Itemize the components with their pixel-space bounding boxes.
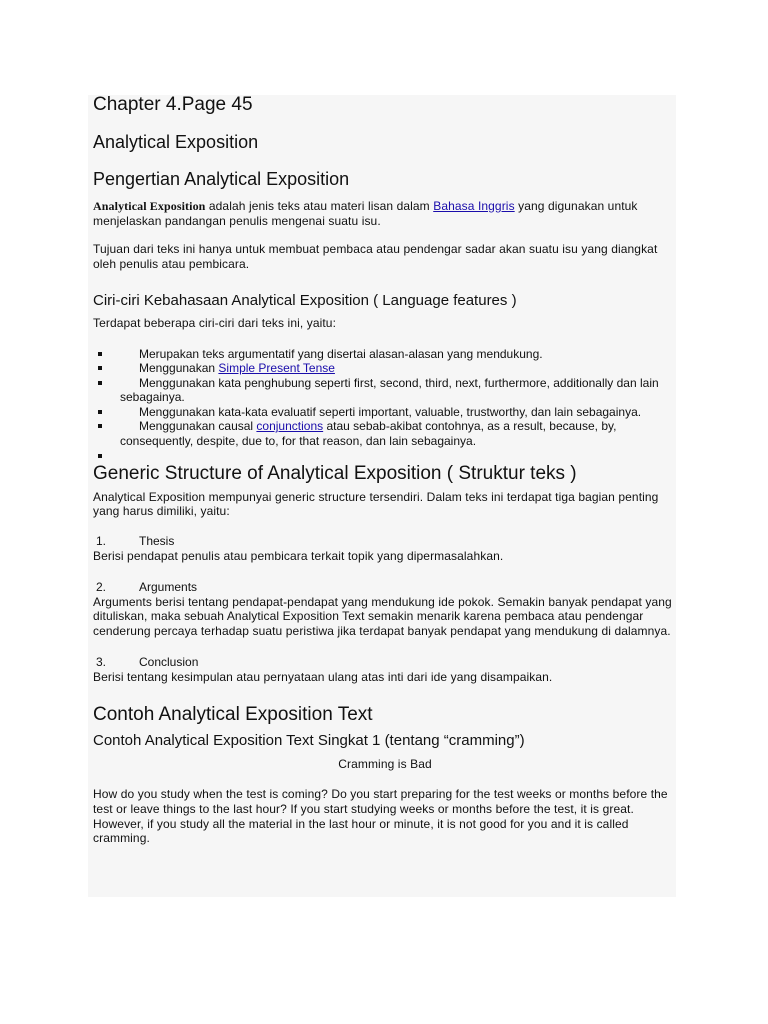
ciri-heading: Ciri-ciri Kebahasaan Analytical Exposition ( Language features ) xyxy=(93,291,517,309)
generic-part-title xyxy=(93,655,677,670)
list-item xyxy=(93,347,677,362)
generic-part-desc: Arguments berisi tentang pendapat-pendapat yang mendukung ide pokok. Semakin banyak pendapat yang dituliskan, maka sebuah Analytical Exposition Text semakin menarik karena pembaca atau pendengar cenderung percaya terhadap suatu peristiwa jika terdapat banyak pendapat yang mendukung di dalamnya. xyxy=(93,594,672,639)
pengertian-paragraph-2: Tujuan dari teks ini hanya untuk membuat pembaca atau pendengar sadar akan suatu isu yang diangkat oleh penulis atau pembicara. xyxy=(93,242,658,272)
list-item-text: Merupakan teks argumentatif yang disertai alasan-alasan yang mendukung. xyxy=(139,346,543,361)
list-item-text-part: Menggunakan xyxy=(139,361,219,376)
generic-part-desc: Berisi tentang kesimpulan atau pernyataan ulang atas inti dari ide yang disampaikan. xyxy=(93,669,553,684)
ciri-list xyxy=(93,347,677,462)
list-item xyxy=(93,419,677,448)
contoh-heading: Contoh Analytical Exposition Text xyxy=(93,703,373,725)
list-item xyxy=(93,361,677,376)
ciri-intro: Terdapat beberapa ciri-ciri dari teks ini, yaitu: xyxy=(93,315,337,330)
generic-part xyxy=(93,655,677,685)
contoh-subheading: Contoh Analytical Exposition Text Singkat 1 (tentang “cramming”) xyxy=(93,731,525,749)
list-item-text xyxy=(120,361,335,376)
list-item xyxy=(93,449,677,462)
example-text-title: Cramming is Bad xyxy=(338,756,432,771)
bullet-icon xyxy=(98,424,102,428)
part-number: 1. xyxy=(96,534,107,549)
bullet-icon xyxy=(98,410,102,414)
list-item-text-part: atau sebab-akibat contohnya, as a result, because, by, consequently, despite, due to, for that reason, dan lain sebagainya. xyxy=(120,419,617,449)
part-number: 2. xyxy=(96,579,107,594)
list-item-text xyxy=(120,419,677,448)
list-item xyxy=(93,405,677,420)
generic-part xyxy=(93,580,677,639)
part-label: Arguments xyxy=(139,579,198,594)
bullet-icon xyxy=(98,381,102,385)
pengertian-lead-term: Analytical Exposition xyxy=(93,199,206,213)
generic-part-desc: Berisi pendapat penulis atau pembicara terkait topik yang dipermasalahkan. xyxy=(93,549,504,564)
document-title: Analytical Exposition xyxy=(93,132,259,152)
pengertian-paragraph-1 xyxy=(93,199,677,228)
pengertian-text: adalah jenis teks atau materi lisan dalam xyxy=(205,199,434,213)
part-number: 3. xyxy=(96,654,107,669)
bullet-icon xyxy=(98,352,102,356)
pengertian-heading: Pengertian Analytical Exposition xyxy=(93,169,350,189)
simple-present-tense-link[interactable]: Simple Present Tense xyxy=(218,361,335,376)
generic-intro: Analytical Exposition mempunyai generic structure tersendiri. Dalam teks ini terdapat tiga bagian penting yang harus dimiliki, yaitu: xyxy=(93,489,659,519)
part-label: Thesis xyxy=(139,534,175,549)
part-label: Conclusion xyxy=(139,654,199,669)
bullet-icon xyxy=(98,366,102,370)
bullet-icon xyxy=(98,454,102,458)
generic-heading: Generic Structure of Analytical Exposition ( Struktur teks ) xyxy=(93,462,577,484)
pengertian-text-2: yang digunakan untuk menjelaskan pandangan penulis mengenai suatu isu. xyxy=(93,199,638,228)
list-item-text: Menggunakan kata-kata evaluatif seperti important, valuable, trustworthy, dan lain sebagainya. xyxy=(139,404,642,419)
list-item xyxy=(93,376,677,405)
generic-part-title xyxy=(93,534,677,549)
generic-part xyxy=(93,534,677,564)
list-item-text-part: Menggunakan causal xyxy=(139,419,257,434)
list-item-text: Menggunakan kata penghubung seperti first, second, third, next, furthermore, additionally dan lain sebagainya. xyxy=(120,375,659,405)
bahasa-inggris-link[interactable]: Bahasa Inggris xyxy=(433,199,515,213)
generic-part-title xyxy=(93,580,677,595)
example-paragraph: How do you study when the test is coming? Do you start preparing for the test weeks or months before the test or leave things to the last hour? If you start studying weeks or months before the test, it is great. However, if you study all the material in the last hour or minute, it is not good for you and it is called cramming. xyxy=(93,787,668,846)
chapter-heading: Chapter 4.Page 45 xyxy=(93,94,253,115)
conjunctions-link[interactable]: conjunctions xyxy=(256,419,324,434)
document-content xyxy=(93,93,677,846)
